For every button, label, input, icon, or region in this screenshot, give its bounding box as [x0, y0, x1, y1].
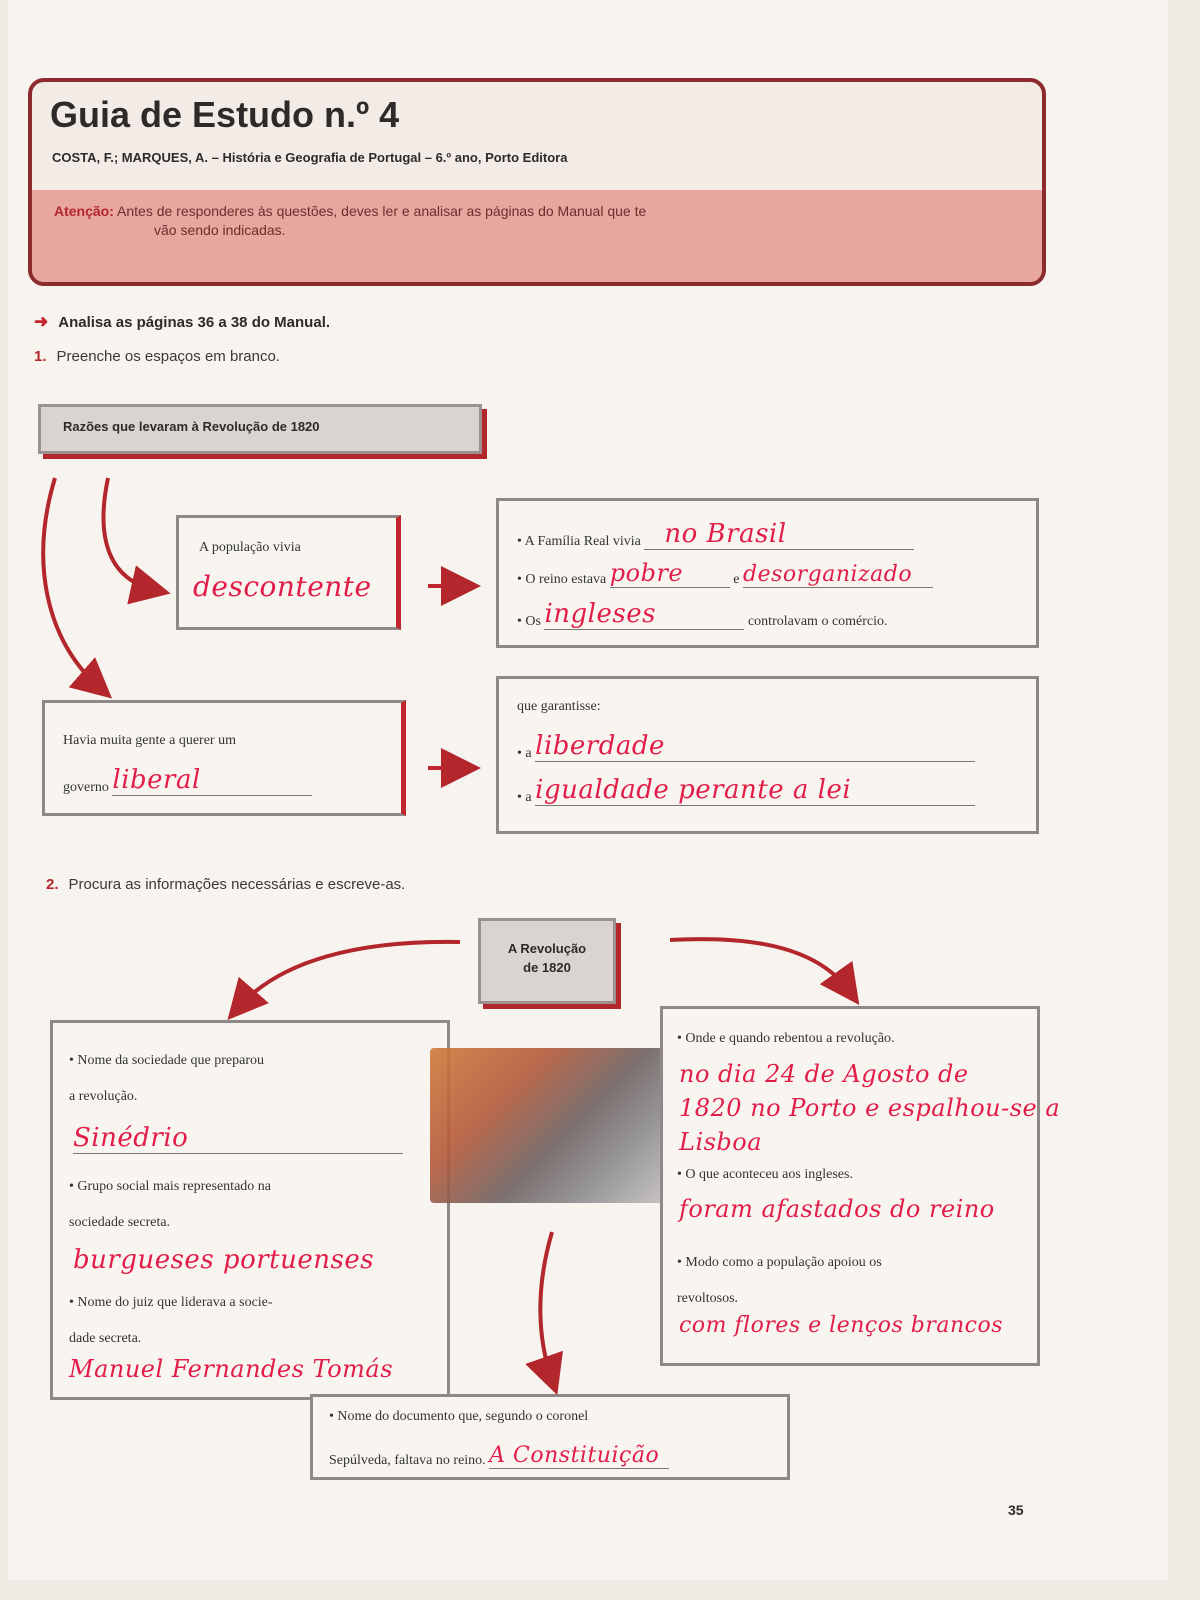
society-q1-line1: • Nome da sociedade que preparou — [69, 1053, 264, 1068]
where-q3-line2: revoltosos. — [677, 1291, 739, 1306]
royal-line3-tail: controlavam o comércio. — [747, 614, 888, 629]
where-answer-2: foram afastados do reino — [679, 1195, 995, 1223]
royal-line2-answer-a: pobre — [609, 559, 684, 587]
guarantee-bullet-1: • a — [517, 746, 532, 761]
revolution-line1: A Revolução — [507, 941, 587, 956]
question-1-text: Preenche os espaços em branco. — [56, 348, 280, 365]
society-q3-line2: dade secreta. — [69, 1331, 142, 1346]
where-answer-1-line2: 1820 no Porto e espalhou-se a — [679, 1094, 1061, 1122]
royal-line2-conj: e — [733, 572, 740, 587]
curved-arrow-icon — [103, 478, 155, 590]
government-label-2: governo — [63, 780, 109, 795]
guarantee-bullet-2: • a — [517, 790, 532, 805]
curved-arrow-icon — [670, 939, 850, 992]
instruction-text: Analisa as páginas 36 a 38 do Manual. — [58, 314, 331, 331]
population-answer: descontente — [193, 570, 372, 603]
guarantee-label: que garantisse: — [517, 699, 601, 714]
where-q3-line1: • Modo como a população apoiou os — [677, 1255, 882, 1270]
revolution-line2: de 1820 — [523, 960, 571, 975]
document-answer: A Constituição — [489, 1443, 660, 1468]
question-1-number: 1. — [34, 348, 47, 365]
where-answer-1-line1: no dia 24 de Agosto de — [679, 1060, 969, 1088]
guarantee-answer-1: liberdade — [535, 731, 665, 761]
society-q2-line2: sociedade secreta. — [69, 1215, 171, 1230]
society-answer-1: Sinédrio — [73, 1123, 189, 1153]
where-answer-1-line3: Lisboa — [679, 1128, 763, 1156]
where-answer-3: com flores e lenços brancos — [679, 1313, 1003, 1338]
attention-line1: Antes de responderes às questões, deves ler e analisar as páginas do Manual que te — [117, 203, 647, 219]
society-answer-3: Manuel Fernandes Tomás — [69, 1355, 394, 1383]
society-q2-line1: • Grupo social mais representado na — [69, 1179, 272, 1194]
reasons-box-label: Razões que levaram à Revolução de 1820 — [63, 419, 320, 434]
society-answer-2: burgueses portuenses — [73, 1245, 375, 1275]
royal-line3-answer: ingleses — [544, 599, 656, 629]
page-number: 35 — [1008, 1502, 1024, 1518]
curved-arrow-icon — [43, 478, 100, 688]
curved-arrow-icon — [540, 1232, 552, 1380]
where-q1: • Onde e quando rebentou a revolução. — [677, 1031, 895, 1046]
royal-line3-label: • Os — [517, 614, 541, 629]
document-q-line1: • Nome do documento que, segundo o coronel — [329, 1409, 589, 1424]
attention-line2: vão sendo indicadas. — [154, 222, 286, 238]
population-label: A população vivia — [199, 540, 301, 555]
government-answer: liberal — [112, 765, 201, 795]
royal-line2-answer-b: desorganizado — [742, 562, 913, 587]
document-q-line2: Sepúlveda, faltava no reino. — [329, 1453, 486, 1468]
reference-line: COSTA, F.; MARQUES, A. – História e Geografia de Portugal – 6.º ano, Porto Editora — [52, 150, 568, 165]
royal-line1-label: • A Família Real vivia — [517, 534, 641, 549]
royal-line2-label: • O reino estava — [517, 572, 607, 587]
royal-line1-answer: no Brasil — [664, 519, 787, 549]
arrow-right-icon: ➜ — [34, 312, 49, 331]
guarantee-answer-2: igualdade perante a lei — [535, 775, 852, 805]
question-2-text: Procura as informações necessárias e escreve-as. — [68, 876, 406, 893]
government-label-1: Havia muita gente a querer um — [63, 733, 236, 748]
attention-label: Atenção: — [54, 203, 114, 219]
where-q2: • O que aconteceu aos ingleses. — [677, 1167, 853, 1182]
page-title: Guia de Estudo n.º 4 — [50, 94, 400, 135]
society-q3-line1: • Nome do juiz que liderava a socie- — [69, 1295, 273, 1310]
question-2-number: 2. — [46, 876, 59, 893]
curved-arrow-icon — [238, 942, 460, 1008]
society-q1-line2: a revolução. — [69, 1089, 138, 1104]
